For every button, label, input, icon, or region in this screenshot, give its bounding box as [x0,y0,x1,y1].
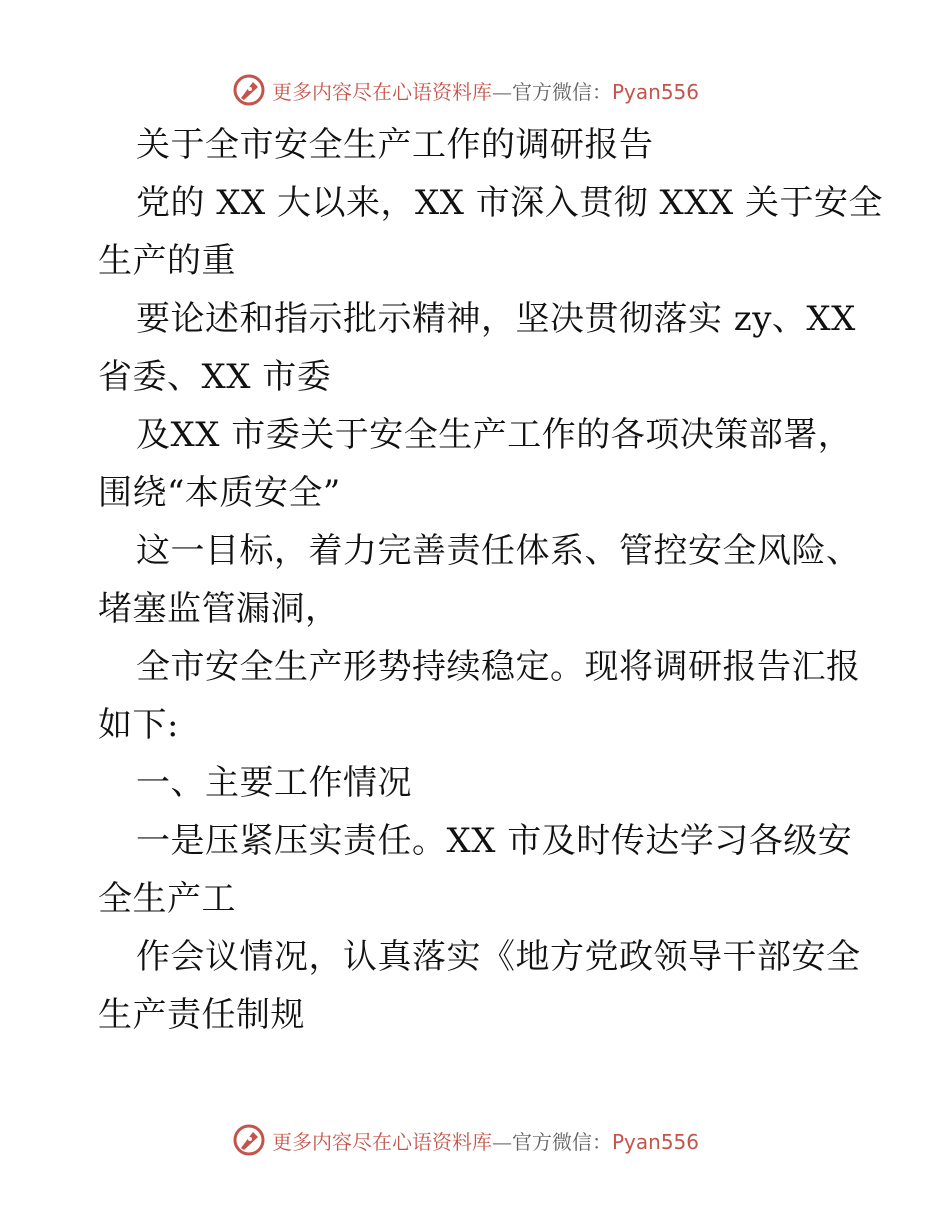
paragraph-line: 堵塞监管漏洞， [98,589,340,629]
header-banner-title: 更多内容尽在心语资料库 [272,79,492,104]
paragraph-line: 作会议情况，认真落实《地方党政领导干部安全 [136,937,861,977]
paragraph-line: 生产的重 [98,241,236,281]
pen-nib-circle-icon [232,1123,266,1157]
header-banner-text [272,76,699,105]
header-banner-inner [232,70,699,110]
footer-banner-title: 更多内容尽在心语资料库 [272,1129,492,1154]
header-banner-wechat-id: Pyan556 [612,79,700,104]
footer-banner-inner [232,1120,699,1160]
footer-banner [0,1120,950,1160]
document-title: 关于全市安全生产工作的调研报告 [136,125,654,165]
paragraph-line: 围绕“本质安全” [98,473,341,513]
header-banner [0,70,950,110]
paragraph-line: 如下: [98,705,179,745]
header-banner-dash: — [492,79,512,104]
paragraph-line: 省委、XX 市委 [98,357,332,397]
footer-banner-text [272,1126,699,1155]
paragraph-line: 全生产工 [98,879,236,919]
footer-banner-dash: — [492,1129,512,1154]
paragraph-line: 这一目标，着力完善责任体系、管控安全风险、 [136,531,861,571]
paragraph-line: 一是压紧压实责任。XX 市及时传达学习各级安 [136,821,853,861]
paragraph-line: 及XX 市委关于安全生产工作的各项决策部署， [136,415,853,455]
header-banner-label: 官方微信： [512,79,612,104]
paragraph-line: 要论述和指示批示精神，坚决贯彻落实 zy、XX [136,299,856,339]
paragraph-line: 党的 XX 大以来，XX 市深入贯彻 XXX 关于安全 [136,183,883,223]
paragraph-line: 全市安全生产形势持续稳定。现将调研报告汇报 [136,647,861,687]
section-heading: 一、主要工作情况 [136,763,412,803]
footer-banner-wechat-id: Pyan556 [612,1129,700,1154]
footer-banner-label: 官方微信： [512,1129,612,1154]
paragraph-line: 生产责任制规 [98,995,305,1035]
document-body [98,116,883,1044]
pen-nib-circle-icon [232,73,266,107]
